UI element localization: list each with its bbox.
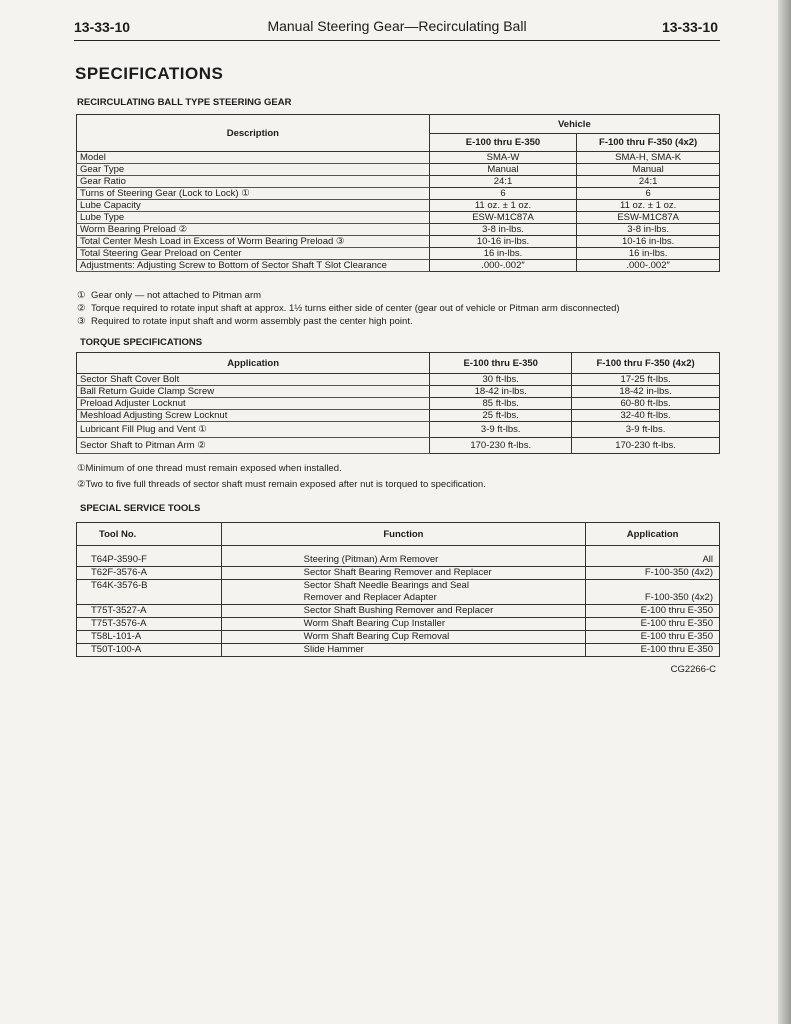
row-e-value: 3-9 ft-lbs. [430,422,572,438]
col-header-tool-application: Application [586,523,720,546]
page-header [74,16,720,41]
row-description: Lube Type [77,212,430,224]
footnote-text: Two to five full threads of sector shaft must remain exposed after nut is torqued to specification. [85,479,486,490]
table-row [77,605,720,618]
service-tools-table [76,522,720,657]
table-row [77,188,720,200]
row-description: Total Center Mesh Load in Excess of Worm Bearing Preload ③ [77,236,430,248]
footnote-symbol: ③ [77,316,86,327]
row-e-value: 30 ft-lbs. [430,374,572,386]
table-row [77,200,720,212]
table-row [77,260,720,272]
row-e-value: 3-8 in-lbs. [429,224,577,236]
row-e-value: 16 in-lbs. [429,248,577,260]
table-row [77,152,720,164]
row-application: Sector Shaft to Pitman Arm ② [77,438,430,454]
table-row [77,224,720,236]
row-application: E-100 thru E-350 [586,618,720,631]
footnote [77,316,413,327]
row-e-value: 10-16 in-lbs. [429,236,577,248]
row-description: Model [77,152,430,164]
table-row [77,618,720,631]
row-f-value: 6 [577,188,720,200]
row-f-value: 11 oz. ± 1 oz. [577,200,720,212]
row-application: E-100 thru E-350 [586,644,720,657]
row-tool-number: T64P-3590-F [77,546,222,567]
row-description: Worm Bearing Preload ② [77,224,430,236]
row-function: Slide Hammer [221,644,586,657]
row-application: Preload Adjuster Locknut [77,398,430,410]
row-e-value: 85 ft-lbs. [430,398,572,410]
footnote [77,479,486,490]
table-row [77,164,720,176]
col-header-application: Application [77,353,430,374]
row-f-value: 18-42 in-lbs. [572,386,720,398]
col-header-description: Description [77,115,430,152]
row-f-value: SMA-H, SMA-K [577,152,720,164]
row-f-value: .000-.002″ [577,260,720,272]
row-e-value: 18-42 in-lbs. [430,386,572,398]
row-application: F-100-350 (4x2) [586,567,720,580]
page-number-left: 13-33-10 [74,19,131,35]
row-application: All [586,546,720,567]
table-row [77,567,720,580]
row-function: Sector Shaft Bearing Remover and Replacer [221,567,586,580]
footnote-symbol: ① [77,463,86,474]
row-tool-number [77,592,222,605]
col-header-e-series: E-100 thru E-350 [430,353,572,374]
row-description: Gear Type [77,164,430,176]
row-description: Gear Ratio [77,176,430,188]
table-row [77,212,720,224]
footnote-symbol: ① [77,290,86,301]
row-f-value: ESW-M1C87A [577,212,720,224]
row-application: Sector Shaft Cover Bolt [77,374,430,386]
row-function: Remover and Replacer Adapter [221,592,586,605]
col-header-f-series: F-100 thru F-350 (4x2) [572,353,720,374]
page-number-right: 13-33-10 [661,19,718,35]
row-description: Total Steering Gear Preload on Center [77,248,430,260]
page-edge [778,0,791,1024]
col-header-vehicle: Vehicle [429,115,719,134]
col-header-e-series: E-100 thru E-350 [429,134,577,152]
table-row [77,438,720,454]
row-application [586,580,720,593]
row-description: Turns of Steering Gear (Lock to Lock) ① [77,188,430,200]
row-f-value: 24:1 [577,176,720,188]
row-function: Worm Shaft Bearing Cup Installer [221,618,586,631]
table-row [77,546,720,567]
table-row [77,592,720,605]
row-description: Lube Capacity [77,200,430,212]
specifications-heading: SPECIFICATIONS [75,64,224,83]
row-e-value: 24:1 [429,176,577,188]
table-row [77,374,720,386]
row-application: Meshload Adjusting Screw Locknut [77,410,430,422]
col-header-tool-no: Tool No. [77,523,222,546]
row-application: Ball Return Guide Clamp Screw [77,386,430,398]
row-e-value: .000-.002″ [429,260,577,272]
figure-code: CG2266-C [670,664,716,675]
row-e-value: Manual [429,164,577,176]
table-row [77,398,720,410]
footnote-text: Minimum of one thread must remain exposed when installed. [85,463,342,474]
row-description: Adjustments: Adjusting Screw to Bottom of Sector Shaft T Slot Clearance [77,260,430,272]
row-f-value: 32-40 ft-lbs. [572,410,720,422]
row-f-value: 3-8 in-lbs. [577,224,720,236]
table-row [77,580,720,593]
footnote-symbol: ② [77,479,86,490]
footnote-symbol: ② [77,303,86,314]
table-row [77,422,720,438]
row-tool-number: T50T-100-A [77,644,222,657]
footnote [77,463,342,474]
torque-spec-table [76,352,720,454]
row-f-value: 10-16 in-lbs. [577,236,720,248]
footnote-text: Required to rotate input shaft and worm assembly past the center high point. [91,316,413,327]
row-tool-number: T75T-3576-A [77,618,222,631]
row-application: E-100 thru E-350 [586,605,720,618]
row-e-value: ESW-M1C87A [429,212,577,224]
row-e-value: SMA-W [429,152,577,164]
row-e-value: 170-230 ft-lbs. [430,438,572,454]
steering-gear-spec-table [76,114,720,272]
footnote [77,303,620,314]
footnote-text: Torque required to rotate input shaft at approx. 1½ turns either side of center (gear out of vehicle or Pitman arm disconnected) [91,303,620,314]
row-tool-number: T58L-101-A [77,631,222,644]
row-f-value: 16 in-lbs. [577,248,720,260]
col-header-f-series: F-100 thru F-350 (4x2) [577,134,720,152]
row-function: Worm Shaft Bearing Cup Removal [221,631,586,644]
table-row [77,410,720,422]
row-f-value: 170-230 ft-lbs. [572,438,720,454]
row-application: Lubricant Fill Plug and Vent ① [77,422,430,438]
row-f-value: Manual [577,164,720,176]
row-function: Sector Shaft Needle Bearings and Seal [221,580,586,593]
footnote [77,290,261,301]
row-f-value: 3-9 ft-lbs. [572,422,720,438]
row-e-value: 6 [429,188,577,200]
col-header-function: Function [221,523,586,546]
row-tool-number: T64K-3576-B [77,580,222,593]
footnote-text: Gear only — not attached to Pitman arm [91,290,262,301]
table-row [77,644,720,657]
row-application: E-100 thru E-350 [586,631,720,644]
section-title-service-tools: SPECIAL SERVICE TOOLS [80,503,201,514]
table-row [77,248,720,260]
row-e-value: 25 ft-lbs. [430,410,572,422]
row-function: Sector Shaft Bushing Remover and Replacer [221,605,586,618]
table-row [77,236,720,248]
table-row [77,386,720,398]
row-application: F-100-350 (4x2) [586,592,720,605]
section-title-steering-gear: RECIRCULATING BALL TYPE STEERING GEAR [77,97,292,108]
row-tool-number: T62F-3576-A [77,567,222,580]
row-f-value: 60-80 ft-lbs. [572,398,720,410]
page-title: Manual Steering Gear—Recirculating Ball [267,18,527,34]
row-f-value: 17-25 ft-lbs. [572,374,720,386]
row-e-value: 11 oz. ± 1 oz. [429,200,577,212]
table-row [77,631,720,644]
table-row [77,176,720,188]
row-function: Steering (Pitman) Arm Remover [221,546,586,567]
section-title-torque: TORQUE SPECIFICATIONS [80,337,203,348]
row-tool-number: T75T-3527-A [77,605,222,618]
